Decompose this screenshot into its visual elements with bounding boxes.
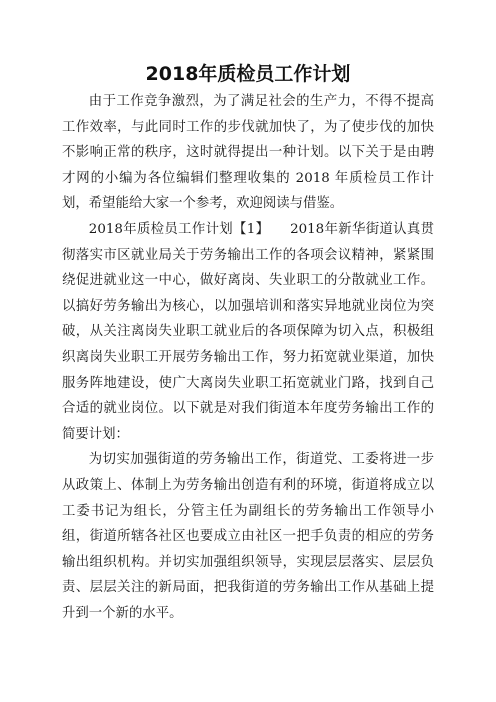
intro-paragraph: 由于工作竞争激烈，为了满足社会的生产力，不得不提高工作效率，与此同时工作的步伐就加快了，为了使步伐的加快不影响正常的秩序，这时就得提出一种计划。以下关于是由聘才网的小编为各位编辑们整理收集的 2018 年质检员工作计划，希望能给大家一个参考，欢迎阅读与借鉴。 xyxy=(62,94,434,212)
plan-paragraph-1: 2018年质检员工作计划【1】 2018年新华街道认真贯彻落实市区就业局关于劳务输出工作的各项会议精神，紧紧围绕促进就业这一中心，做好离岗、失业职工的分散就业工作。以搞好劳务输出为核心，以加强培训和落实异地就业岗位为突破，从关注离岗失业职工就业后的各项保障为切入点，积极组织离岗失业职工开展劳务输出工作，努力拓宽就业渠道，加快服务阵地建设，使广大离岗失业职工拓宽就业门路，找到自己合适的就业岗位。以下就是对我们街道本年度劳务输出工作的简要计划： xyxy=(62,221,434,442)
document-body xyxy=(62,89,434,626)
document-title: 2018年质检员工作计划 xyxy=(145,63,351,85)
plan-paragraph-2: 为切实加强街道的劳务输出工作，街道党、工委将进一步从政策上、体制上为劳务输出创造有利的环境，街道将成立以工委书记为组长，分管主任为副组长的劳务输出工作领导小组，街道所辖各社区也要成立由社区一把手负责的相应的劳务输出组织机构。并切实加强组织领导，实现层层落实、层层负责、层层关注的新局面，把我街道的劳务输出工作从基础上提升到一个新的水平。 xyxy=(62,452,434,621)
